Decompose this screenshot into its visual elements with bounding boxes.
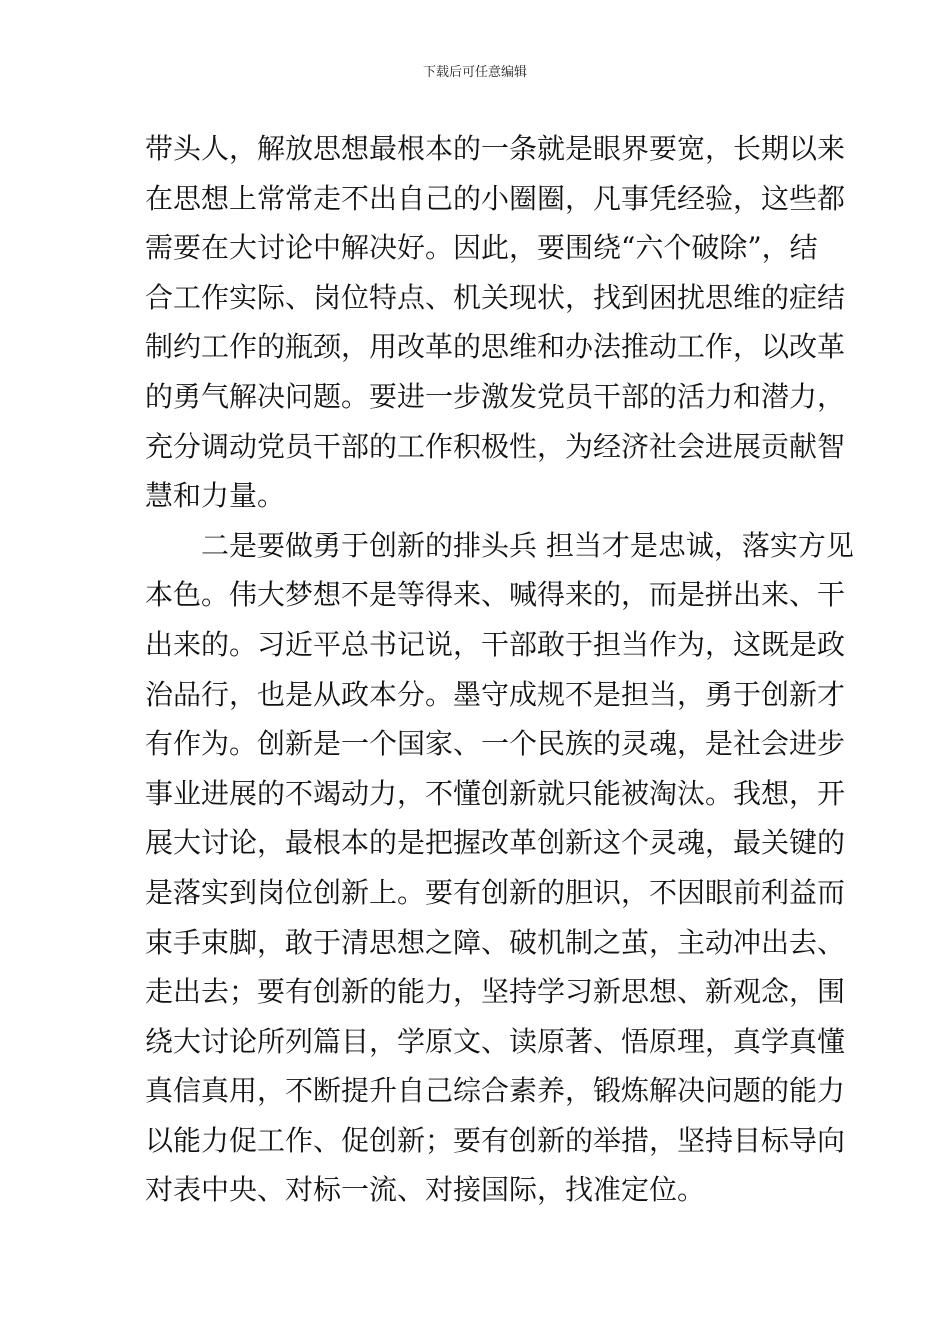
text-line: 出来的。习近平总书记说，干部敢于担当作为，这既是政 [145,627,846,661]
text-line: 二是要做勇于创新的排头兵 担当才是忠诚，落实方见 [201,528,854,562]
text-line: 有作为。创新是一个国家、一个民族的灵魂，是社会进步 [145,727,846,761]
page-header: 下载后可任意编辑 [422,65,527,80]
text-line: 事业进展的不竭动力，不懂创新就只能被淘汰。我想，开 [145,776,846,810]
text-line: 慧和力量。 [145,479,286,513]
text-line: 的勇气解决问题。要进一步激发党员干部的活力和潜力， [145,379,846,413]
document-body [145,124,854,1215]
text-line: 治品行，也是从政本分。墨守成规不是担当，勇于创新才 [145,677,846,711]
text-line: 本色。伟大梦想不是等得来、喊得来的，而是拼出来、干 [145,578,846,612]
text-line: 带头人，解放思想最根本的一条就是眼界要宽，长期以来 [145,132,846,165]
text-line: 展大讨论，最根本的是把握改革创新这个灵魂，最关键的 [145,826,846,860]
text-line: 束手束脚，敢于清思想之障、破机制之茧，主动冲出去、 [145,925,846,959]
text-line: 合工作实际、岗位特点、机关现状，找到困扰思维的症结 [145,280,846,314]
text-line: 在思想上常常走不出自己的小圈圈，凡事凭经验，这些都 [145,181,846,215]
text-line: 绕大讨论所列篇目，学原文、读原著、悟原理，真学真懂 [145,1024,846,1058]
text-line: 是落实到岗位创新上。要有创新的胆识，不因眼前利益而 [145,875,846,909]
text-line: 真信真用，不断提升自己综合素养，锻炼解决问题的能力 [145,1074,846,1108]
text-line: 以能力促工作、促创新；要有创新的举措，坚持目标导向 [145,1123,846,1157]
text-line: 制约工作的瓶颈，用改革的思维和办法推动工作，以改革 [145,330,846,364]
text-line: 走出去；要有创新的能力，坚持学习新思想、新观念，围 [145,975,846,1009]
paragraph [145,521,854,1215]
text-line: 充分调动党员干部的工作积极性，为经济社会进展贡献智 [145,429,846,463]
paragraph [145,124,846,521]
text-line: 对表中央、对标一流、对接国际，找准定位。 [145,1173,706,1207]
text-line: 需要在大讨论中解决好。因此，要围绕“六个破除”，结 [145,231,818,265]
